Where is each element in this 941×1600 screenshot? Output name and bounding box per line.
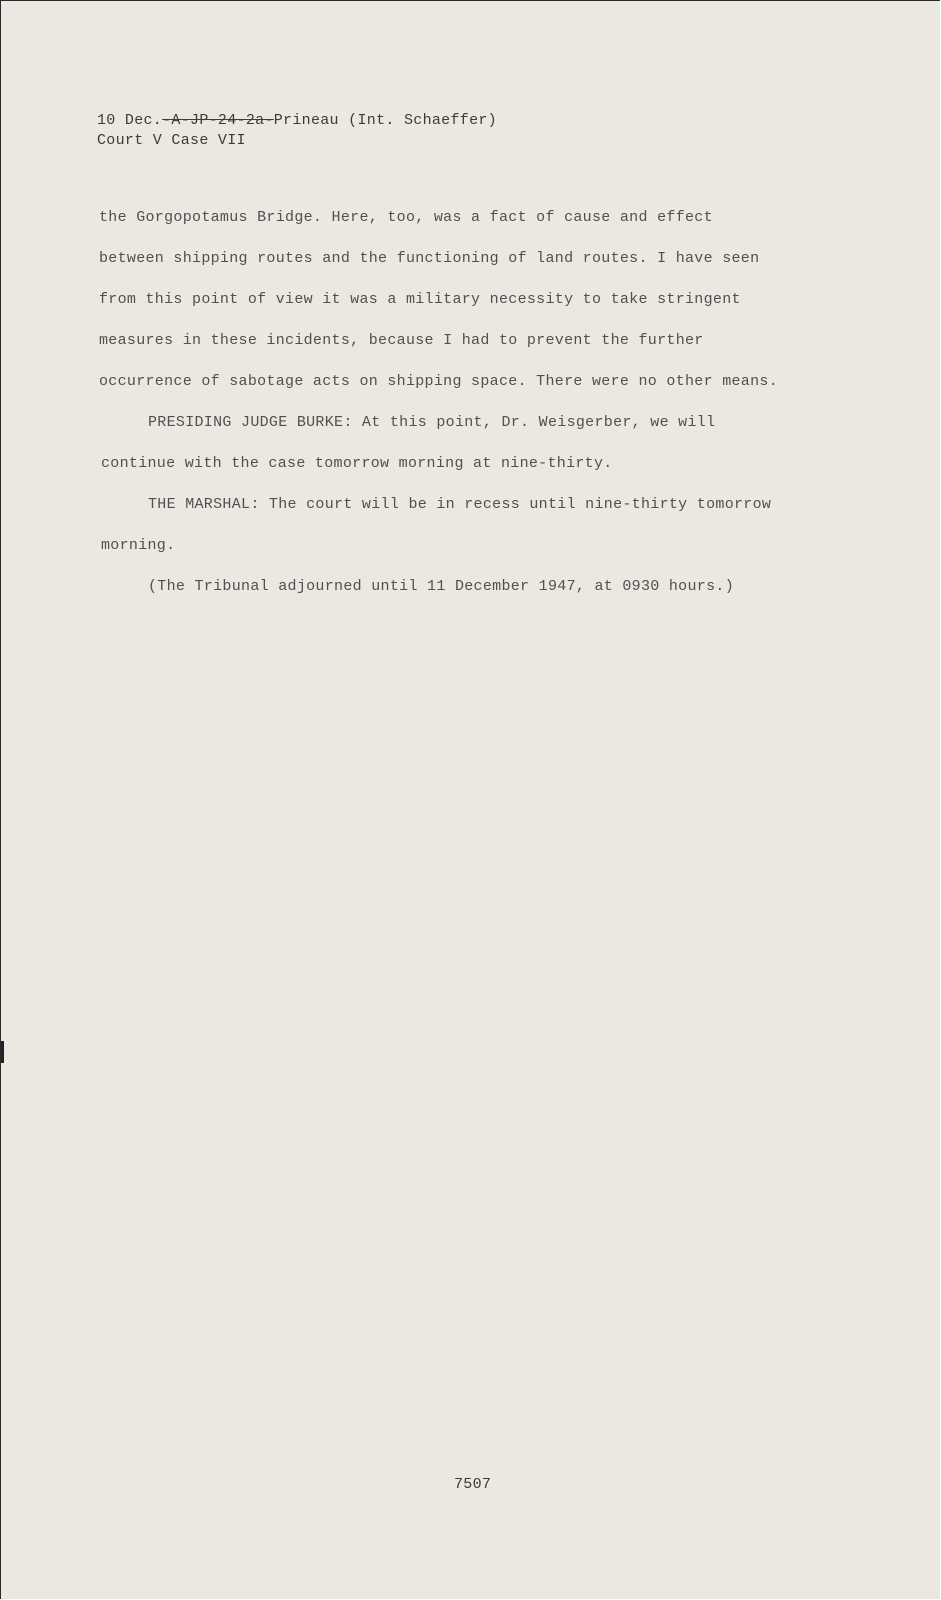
header-line-2: Court V Case VII <box>97 132 246 149</box>
header-reporter: Prineau (Int. Schaeffer) <box>273 112 497 129</box>
speaker-line-marshal: THE MARSHAL: The court will be in recess until nine-thirty tomorrow <box>148 496 772 513</box>
header-date: 10 Dec. <box>97 112 163 129</box>
speaker-line-presiding-judge: PRESIDING JUDGE BURKE: At this point, Dr. Weisgerber, we will <box>148 414 716 431</box>
body-line-5: occurrence of sabotage acts on shipping space. There were no other means. <box>99 373 779 390</box>
body-line-9: morning. <box>101 537 176 554</box>
body-line-4: measures in these incidents, because I had to prevent the further <box>99 332 704 349</box>
body-line-1: the Gorgopotamus Bridge. Here, too, was a fact of cause and effect <box>99 209 713 226</box>
header-struck-reference: -A-JP-24-2a- <box>162 112 274 129</box>
adjournment-note: (The Tribunal adjourned until 11 December 1947, at 0930 hours.) <box>148 578 734 595</box>
transcript-header <box>97 111 497 151</box>
body-line-3: from this point of view it was a military necessity to take stringent <box>99 291 741 308</box>
page-number: 7507 <box>454 1476 492 1493</box>
header-line-1 <box>97 111 497 131</box>
binding-edge-mark <box>1 1041 4 1063</box>
body-line-7: continue with the case tomorrow morning at nine-thirty. <box>101 455 613 472</box>
body-line-2: between shipping routes and the functioning of land routes. I have seen <box>99 250 760 267</box>
